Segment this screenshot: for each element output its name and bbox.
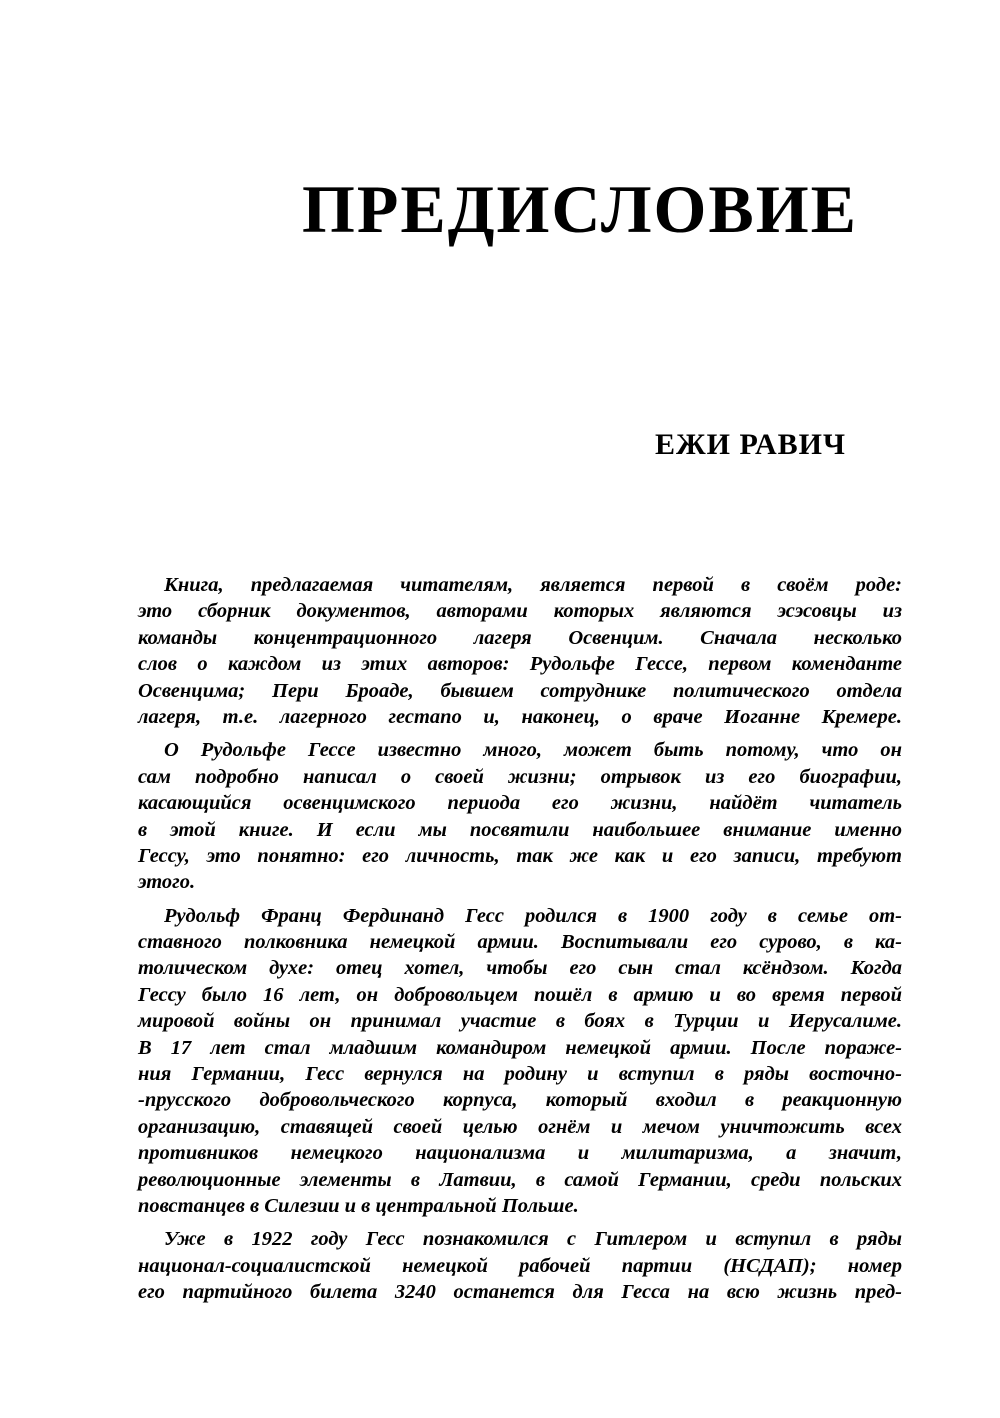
text-line: касающийся освенцимского периода его жизни, найдёт читатель (138, 792, 902, 815)
text-line: это сборник документов, авторами которых являются эсэсовцы из (138, 600, 902, 623)
text-line: Гессу, это понятно: его личность, так же как и его записи, требуют (138, 844, 902, 867)
text-line: ставного полковника немецкой армии. Воспитывали его сурово, в ка- (138, 931, 902, 954)
paragraph (138, 737, 902, 895)
text-line: О Рудольфе Гессе известно много, может быть потому, что он (164, 739, 902, 762)
body-text (138, 572, 902, 1306)
text-line: Уже в 1922 году Гесс познакомился с Гитлером и вступил в ряды (164, 1228, 902, 1251)
page-title: ПРЕДИСЛОВИЕ (301, 171, 859, 247)
text-line: лагеря, т.е. лагерного гестапо и, наконец, о враче Иоганне Кремере. (138, 705, 902, 728)
text-line: организацию, ставящей своей целью огнём и мечом уничтожить всех (138, 1115, 902, 1138)
text-line: слов о каждом из этих авторов: Рудольфе Гессе, первом коменданте (138, 653, 902, 676)
text-line: его партийного билета 3240 останется для Гесса на всю жизнь пред- (138, 1281, 902, 1304)
text-line: Гессу было 16 лет, он добровольцем пошёл в армию и во время первой (138, 983, 902, 1006)
text-line: В 17 лет стал младшим командиром немецкой армии. После пораже- (138, 1036, 902, 1059)
text-line: толическом духе: отец хотел, чтобы его сын стал ксёндзом. Когда (138, 957, 902, 980)
author-name: ЕЖИ РАВИЧ (654, 428, 846, 461)
text-line: -прусского добровольческого корпуса, который входил в реакционную (138, 1089, 902, 1112)
text-line: противников немецкого национализма и милитаризма, а значит, (138, 1142, 902, 1165)
text-line: команды концентрационного лагеря Освенцим. Сначала несколько (138, 626, 902, 649)
text-line: этого. (138, 871, 196, 894)
text-line: в этой книге. И если мы посвятили наибольшее внимание именно (138, 818, 902, 841)
text-line: революционные элементы в Латвии, в самой Германии, среди польских (138, 1168, 902, 1191)
text-line: повстанцев в Силезии и в центральной Польше. (138, 1194, 579, 1217)
text-line: сам подробно написал о своей жизни; отрывок из его биографии, (138, 765, 902, 788)
paragraph (138, 903, 902, 1220)
text-line: Книга, предлагаемая читателям, является первой в своём роде: (164, 574, 902, 596)
paragraph (138, 1226, 902, 1305)
text-line: Рудольф Франц Фердинанд Гесс родился в 1900 году в семье от- (164, 904, 902, 927)
text-line: Освенцима; Пери Броаде, бывшем сотруднике политического отдела (138, 679, 902, 702)
text-line: мировой войны он принимал участие в боях в Турции и Иерусалиме. (138, 1010, 902, 1033)
text-line: национал-социалистской немецкой рабочей партии (НСДАП); номер (138, 1254, 902, 1277)
text-line: ния Германии, Гесс вернулся на родину и вступил в ряды восточно- (138, 1063, 902, 1086)
paragraph (138, 572, 902, 730)
